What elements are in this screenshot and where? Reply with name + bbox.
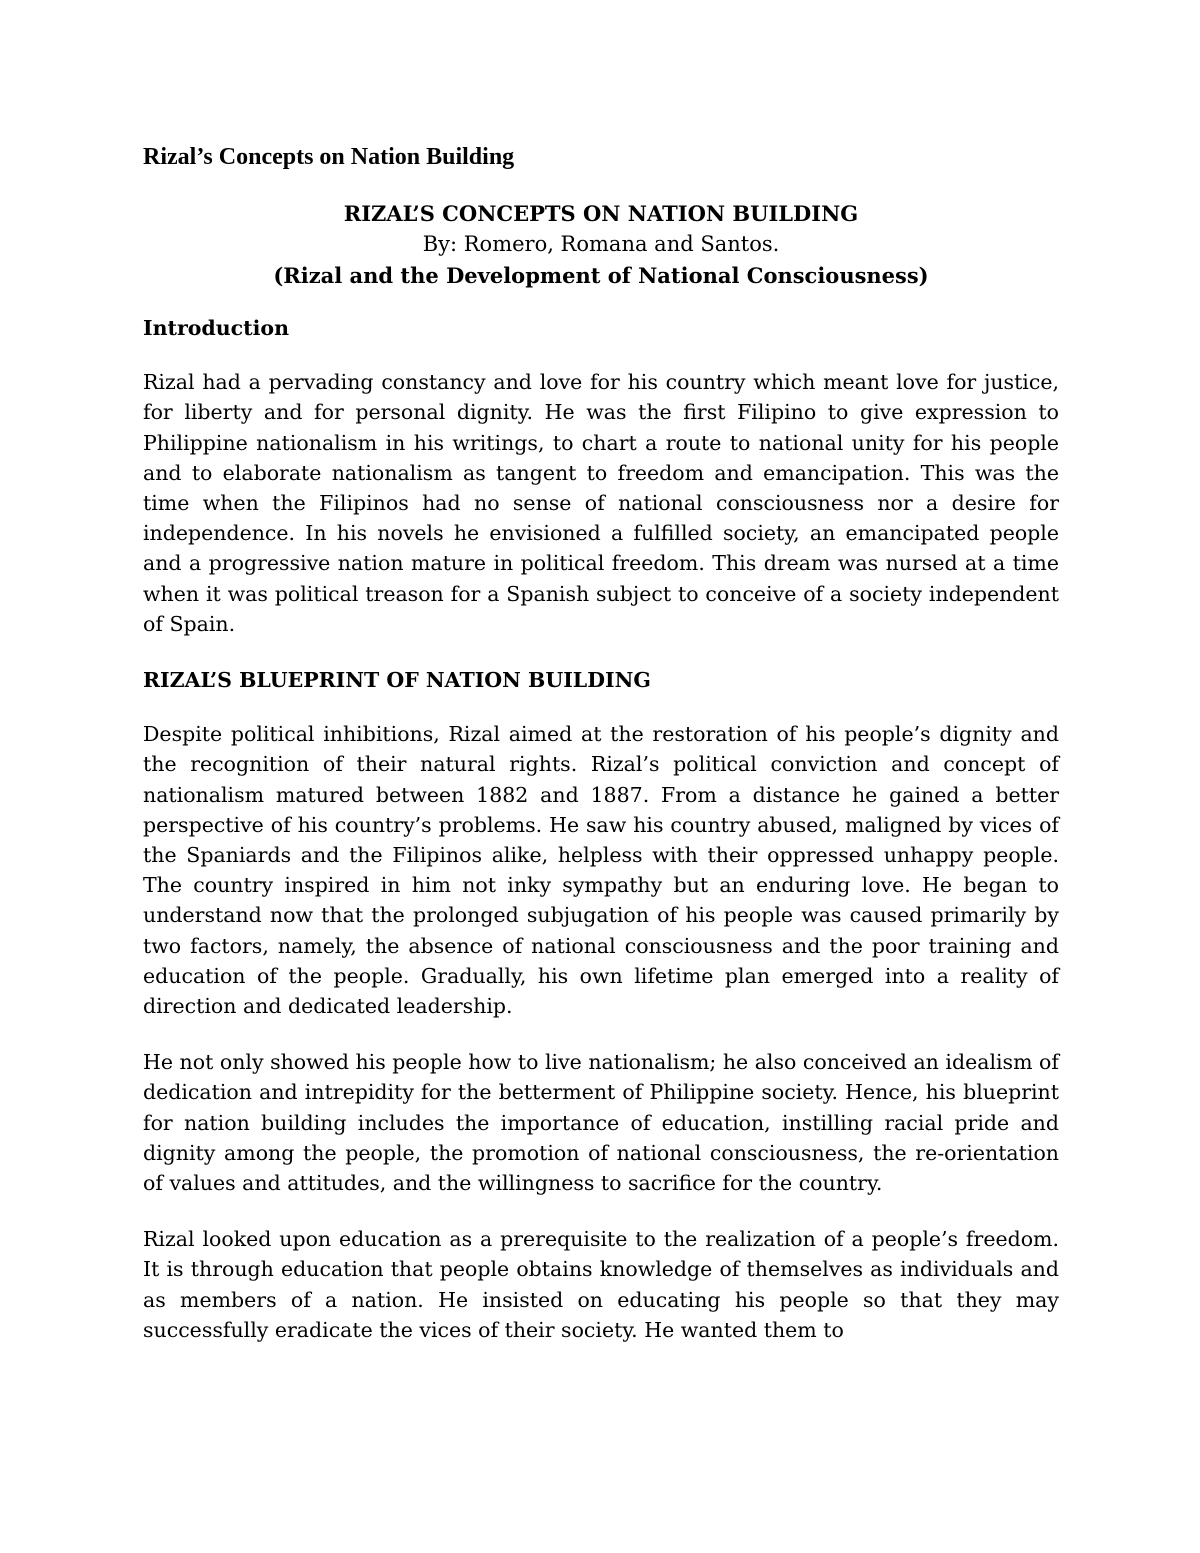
paragraph: Rizal had a pervading constancy and love for his country which meant love for justice, for liberty and for personal dignity. He was the first Filipino to give expression to Philippine nationalism in his writings, to chart a route to national unity for his people and to elaborate nationalism as tangent to freedom and emancipation. This was the time when the Filipinos had no sense of national consciousness nor a desire for independence. In his novels he envisioned a fulfilled society, an emancipated people and a progressive nation mature in political freedom. This dream was nursed at a time when it was political treason for a Spanish subject to conceive of a society independent of Spain. [143,370,1059,636]
document-header [143,198,1059,291]
section-introduction [143,313,1059,639]
document-page [143,140,1059,1371]
subtitle: (Rizal and the Development of National Consciousness) [273,263,929,288]
paragraph: Despite political inhibitions, Rizal aimed at the restoration of his people’s dignity and the recognition of their natural rights. Rizal’s political conviction and concept of nationalism matured between 1882 and 1887. From a distance he gained a better perspective of his country’s problems. He saw his country abused, maligned by vices of the Spaniards and the Filipinos alike, helpless with their oppressed unhappy people. The country inspired in him not inky sympathy but an enduring love. He began to understand now that the prolonged subjugation of his people was caused primarily by two factors, namely, the absence of national consciousness and the poor training and education of the people. Gradually, his own lifetime plan emerged into a reality of direction and dedicated leadership. [143,722,1059,1019]
main-title: RIZAL’S CONCEPTS ON NATION BUILDING [343,201,859,226]
paragraph: He not only showed his people how to live nationalism; he also conceived an idealism of dedication and intrepidity for the betterment of Philippine society. Hence, his blueprint for nation building includes the importance of education, instilling racial pride and dignity among the people, the promotion of national consciousness, the re-orientation of values and attitudes, and the willingness to sacrifice for the country. [143,1050,1059,1196]
paragraph: Rizal looked upon education as a prerequisite to the realization of a people’s freedom. It is through education that people obtains knowledge of themselves as individuals and as members of a nation. He insisted on educating his people so that they may successfully eradicate the vices of their society. He wanted them to [143,1227,1059,1342]
section-heading: RIZAL’S BLUEPRINT OF NATION BUILDING [143,668,651,693]
byline: By: Romero, Romana and Santos. [422,232,780,256]
document-title: Rizal’s Concepts on Nation Building [143,144,515,170]
section-heading: Introduction [143,316,289,340]
section-blueprint [143,665,1059,1345]
